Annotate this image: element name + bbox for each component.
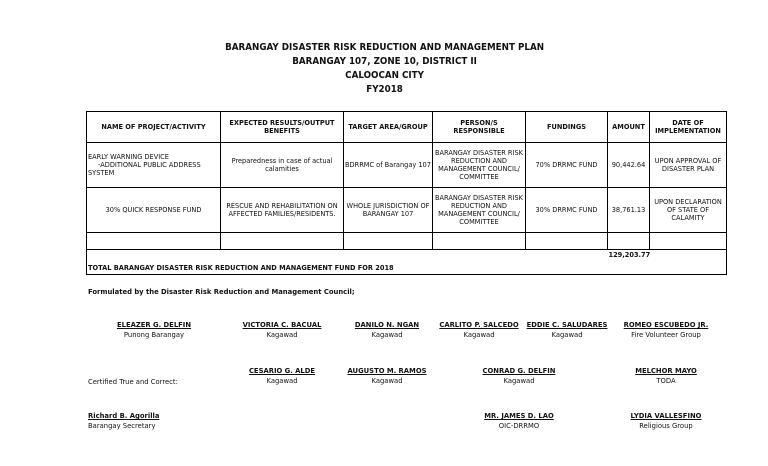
total-label: TOTAL BARANGAY DISASTER RISK REDUCTION AND MANAGEMENT FUND FOR 2018 <box>87 250 608 275</box>
signatory-ramos <box>337 367 437 386</box>
signatory-position: Kagawad <box>463 331 495 339</box>
signatory-position: Kagawad <box>371 377 403 385</box>
signatory-ngan <box>337 321 437 340</box>
signatory-position: TODA <box>656 377 676 385</box>
col-header-amount: AMOUNT <box>608 112 650 143</box>
signatory-position: OIC-DRRMO <box>498 422 540 430</box>
project-line: SYSTEM <box>88 169 115 177</box>
cell-responsible: BARANGAY DISASTER RISK REDUCTION AND MANAGEMENT COUNCIL/ COMMITTEE <box>433 143 526 188</box>
signatory-position: Religious Group <box>639 422 693 430</box>
signatory-delfin-e <box>104 321 204 340</box>
document-header <box>0 41 768 97</box>
header-barangay: BARANGAY 107, ZONE 10, DISTRICT II <box>292 56 477 67</box>
signatory-name: LYDIA VALLESFINO <box>630 412 702 420</box>
table-row <box>87 188 727 233</box>
cell-project <box>87 143 221 188</box>
cell-funding: 70% DRRMC FUND <box>526 143 608 188</box>
signatory-mayo <box>616 367 716 386</box>
drrm-plan-table <box>86 111 727 275</box>
table-row <box>87 143 727 188</box>
project-line: EARLY WARNING DEVICE <box>88 153 169 161</box>
cell-project: 30% QUICK RESPONSE FUND <box>87 188 221 233</box>
signatory-name: Richard B. Agorilla <box>88 412 160 420</box>
signatory-escubedo <box>616 321 716 340</box>
table-total-row <box>87 250 727 275</box>
signatory-name: CARLITO P. SALCEDO <box>439 321 519 329</box>
signatory-agorilla <box>88 412 159 431</box>
cell-target: WHOLE JURISDICTION OF BARANGAY 107 <box>344 188 433 233</box>
signatory-position: Kagawad <box>266 377 298 385</box>
signatory-name: MELCHOR MAYO <box>635 367 697 375</box>
signatory-alde <box>232 367 332 386</box>
col-header-results: EXPECTED RESULTS/OUTPUT BENEFITS <box>221 112 344 143</box>
signatory-name: ROMEO ESCUBEDO JR. <box>623 321 709 329</box>
signatory-name: CESARIO G. ALDE <box>248 367 316 375</box>
cell-date: UPON DECLARATION OF STATE OF CALAMITY <box>650 188 727 233</box>
cell-results: RESCUE AND REHABILITATION ON AFFECTED FAMILIES/RESIDENTS. <box>221 188 344 233</box>
table-header-row <box>87 112 727 143</box>
col-header-project: NAME OF PROJECT/ACTIVITY <box>87 112 221 143</box>
signatory-position: Kagawad <box>503 377 535 385</box>
col-header-responsible: PERSON/S RESPONSIBLE <box>433 112 526 143</box>
signatory-position: Kagawad <box>371 331 403 339</box>
signatory-name: CONRAD G. DELFIN <box>482 367 556 375</box>
signatory-position: Punong Barangay <box>123 331 185 339</box>
signatory-name: VICTORIA C. BACUAL <box>242 321 322 329</box>
table-row-empty <box>87 233 727 250</box>
signatory-saludares <box>517 321 617 340</box>
signatory-position: Barangay Secretary <box>88 422 156 430</box>
cell-amount: 38,761.13 <box>608 188 650 233</box>
header-fiscal-year: FY2018 <box>366 84 403 95</box>
signatory-salcedo <box>429 321 529 340</box>
col-header-fundings: FUNDINGS <box>526 112 608 143</box>
certified-label: Certified True and Correct: <box>88 378 178 386</box>
signatory-name: ELEAZER G. DELFIN <box>116 321 192 329</box>
signatory-name: DANILO N. NGAN <box>354 321 420 329</box>
signatory-bacual <box>232 321 332 340</box>
signatory-lao <box>469 412 569 431</box>
header-city: CALOOCAN CITY <box>345 70 424 81</box>
col-header-date: DATE OF IMPLEMENTATION <box>650 112 727 143</box>
signatory-name: EDDIE C. SALUDARES <box>526 321 608 329</box>
signatory-vallesfino <box>616 412 716 431</box>
signatory-position: Kagawad <box>551 331 583 339</box>
cell-funding: 30% DRRMC FUND <box>526 188 608 233</box>
cell-date: UPON APPROVAL OF DISASTER PLAN <box>650 143 727 188</box>
cell-amount: 90,442.64 <box>608 143 650 188</box>
formulated-by-text: Formulated by the Disaster Risk Reduction and Management Council; <box>88 288 355 296</box>
cell-responsible: BARANGAY DISASTER RISK REDUCTION AND MANAGEMENT COUNCIL/ COMMITTEE <box>433 188 526 233</box>
total-amount: 129,203.77 <box>608 250 727 275</box>
project-line: -ADDITIONAL PUBLIC ADDRESS <box>98 161 201 169</box>
signatory-name: MR. JAMES D. LAO <box>484 412 554 420</box>
signatory-position: Fire Volunteer Group <box>631 331 701 339</box>
header-title: BARANGAY DISASTER RISK REDUCTION AND MANAGEMENT PLAN <box>225 42 545 53</box>
signatory-delfin-c <box>469 367 569 386</box>
col-header-target: TARGET AREA/GROUP <box>344 112 433 143</box>
cell-target: BDRRMC of Barangay 107 <box>344 143 433 188</box>
signatory-name: AUGUSTO M. RAMOS <box>347 367 427 375</box>
cell-results: Preparedness in case of actual calamities <box>221 143 344 188</box>
signatory-position: Kagawad <box>266 331 298 339</box>
